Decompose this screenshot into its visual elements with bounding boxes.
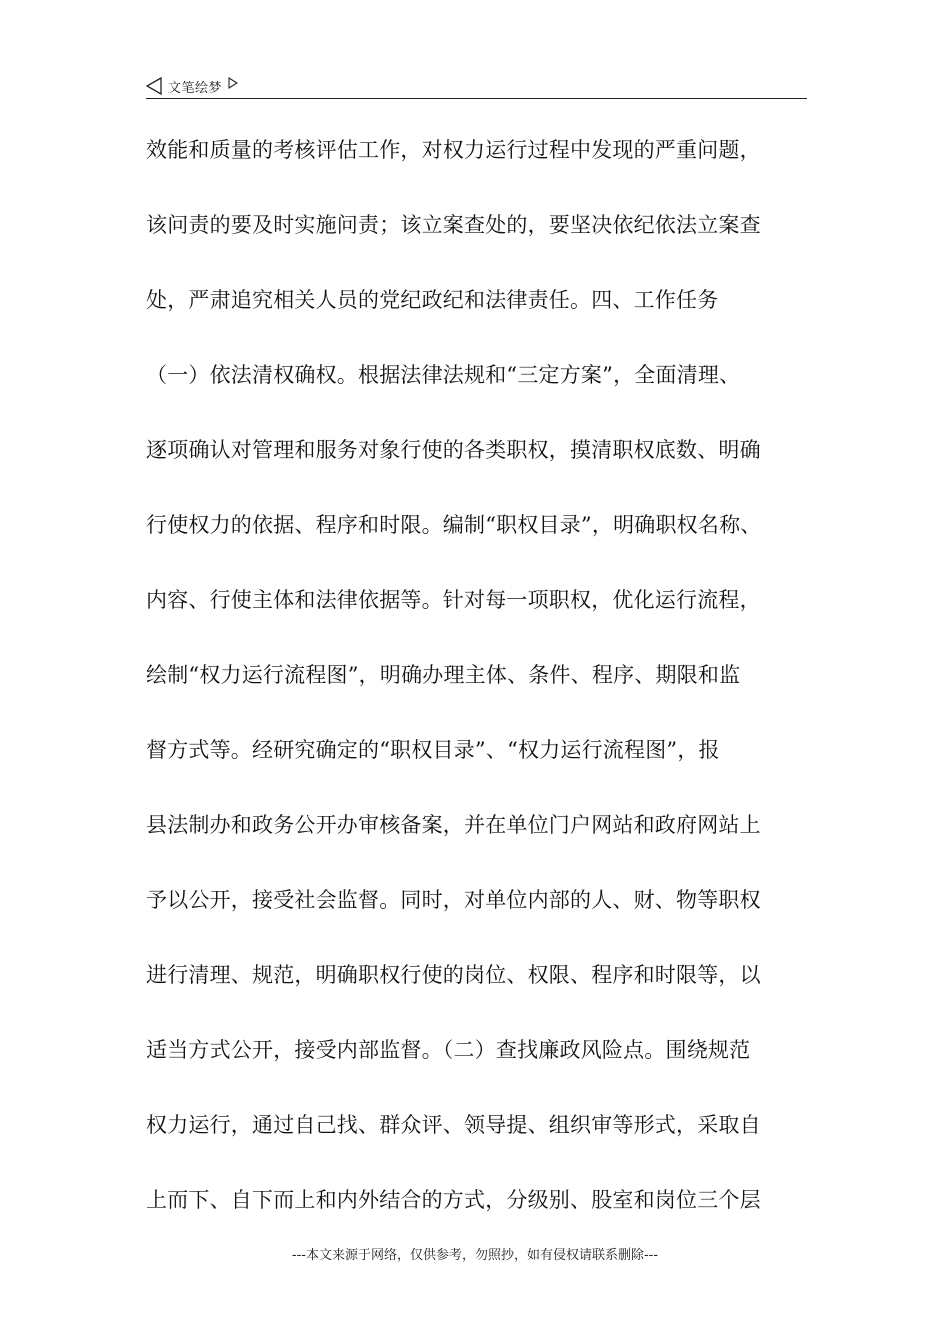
triangle-left-icon [146, 77, 162, 95]
text-line: 权力运行，通过自己找、群众评、领导提、组织审等形式，采取自 [146, 1113, 761, 1137]
text-line: 上而下、自下而上和内外结合的方式，分级别、股室和岗位三个层 [146, 1188, 761, 1212]
text-line: （一）依法清权确权。根据法律法规和“三定方案”，全面清理、 [146, 363, 741, 387]
text-line: 县法制办和政务公开办审核备案，并在单位门户网站和政府网站上 [146, 813, 761, 837]
text-line: 行使权力的依据、程序和时限。编制“职权目录”，明确职权名称、 [146, 513, 762, 537]
text-line: 效能和质量的考核评估工作，对权力运行过程中发现的严重问题， [146, 138, 761, 162]
text-line: 督方式等。经研究确定的“职权目录”、“权力运行流程图”，报 [146, 738, 720, 762]
text-line: 该问责的要及时实施问责；该立案查处的，要坚决依纪依法立案查 [146, 213, 761, 237]
text-line: 处，严肃追究相关人员的党纪政纪和法律责任。四、工作任务 [146, 288, 719, 312]
header-divider [146, 98, 807, 99]
text-line: 绘制“权力运行流程图”，明确办理主体、条件、程序、期限和监 [146, 663, 741, 687]
text-line: 进行清理、规范，明确职权行使的岗位、权限、程序和时限等，以 [146, 963, 761, 987]
text-line: 内容、行使主体和法律依据等。针对每一项职权，优化运行流程， [146, 588, 761, 612]
text-line: 适当方式公开，接受内部监督。（二）查找廉政风险点。围绕规范 [146, 1038, 751, 1062]
text-line: 予以公开，接受社会监督。同时，对单位内部的人、财、物等职权 [146, 888, 761, 912]
text-line: 逐项确认对管理和服务对象行使的各类职权，摸清职权底数、明确 [146, 438, 761, 462]
page-header [146, 74, 806, 98]
document-body [146, 124, 826, 1249]
footer-notice: ---本文来源于网络，仅供参考，勿照抄，如有侵权请联系删除--- [291, 1248, 659, 1263]
header-brand: 文笔绘梦 [168, 80, 223, 96]
triangle-right-icon [228, 77, 238, 89]
